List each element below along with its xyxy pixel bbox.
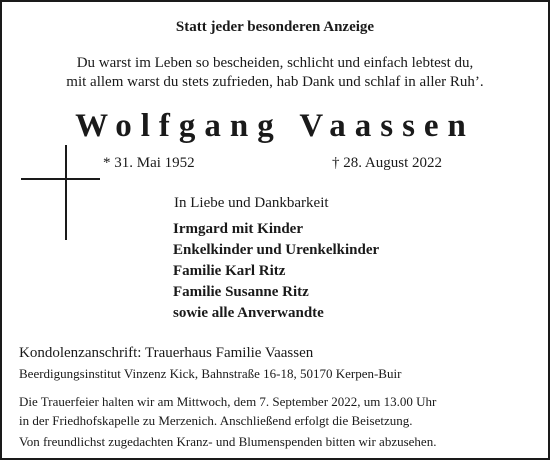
mourners-list — [173, 219, 379, 324]
mourner-item: Familie Karl Ritz — [173, 263, 286, 279]
notice-header: Statt jeder besonderen Anzeige — [175, 19, 375, 35]
mourner-item: Irmgard mit Kinder — [173, 221, 303, 237]
verse-line-2: mit allem warst du stets zufrieden, hab Dank und schlaf in aller Ruh’. — [66, 74, 484, 90]
death-date: † 28. August 2022 — [332, 155, 443, 171]
mourner-item: Enkelkinder und Urenkelkinder — [173, 242, 380, 258]
deceased-name: Wolfgang Vaassen — [75, 108, 475, 144]
funeral-home: Beerdigungsinstitut Vinzenz Kick, Bahnstraße 16-18, 50170 Kerpen-Buir — [19, 366, 402, 381]
loving-phrase: In Liebe und Dankbarkeit — [174, 195, 329, 211]
service-line-2: in der Friedhofskapelle zu Merzenich. Anschließend erfolgt die Beisetzung. — [19, 413, 413, 428]
cross-horizontal-bar — [21, 178, 100, 180]
birth-date: * 31. Mai 1952 — [103, 155, 195, 171]
verse-line-1: Du warst im Leben so bescheiden, schlicht und einfach lebtest du, — [76, 55, 474, 71]
mourner-item: Familie Susanne Ritz — [173, 284, 309, 300]
mourner-item: sowie alle Anverwandte — [173, 305, 324, 321]
condolence-address: Kondolenzanschrift: Trauerhaus Familie Vaassen — [19, 345, 314, 361]
service-line-1: Die Trauerfeier halten wir am Mittwoch, dem 7. September 2022, um 13.00 Uhr — [19, 394, 437, 409]
flowers-note: Von freundlichst zugedachten Kranz- und Blumenspenden bitten wir abzusehen. — [19, 434, 437, 449]
cross-vertical-bar — [65, 145, 67, 240]
